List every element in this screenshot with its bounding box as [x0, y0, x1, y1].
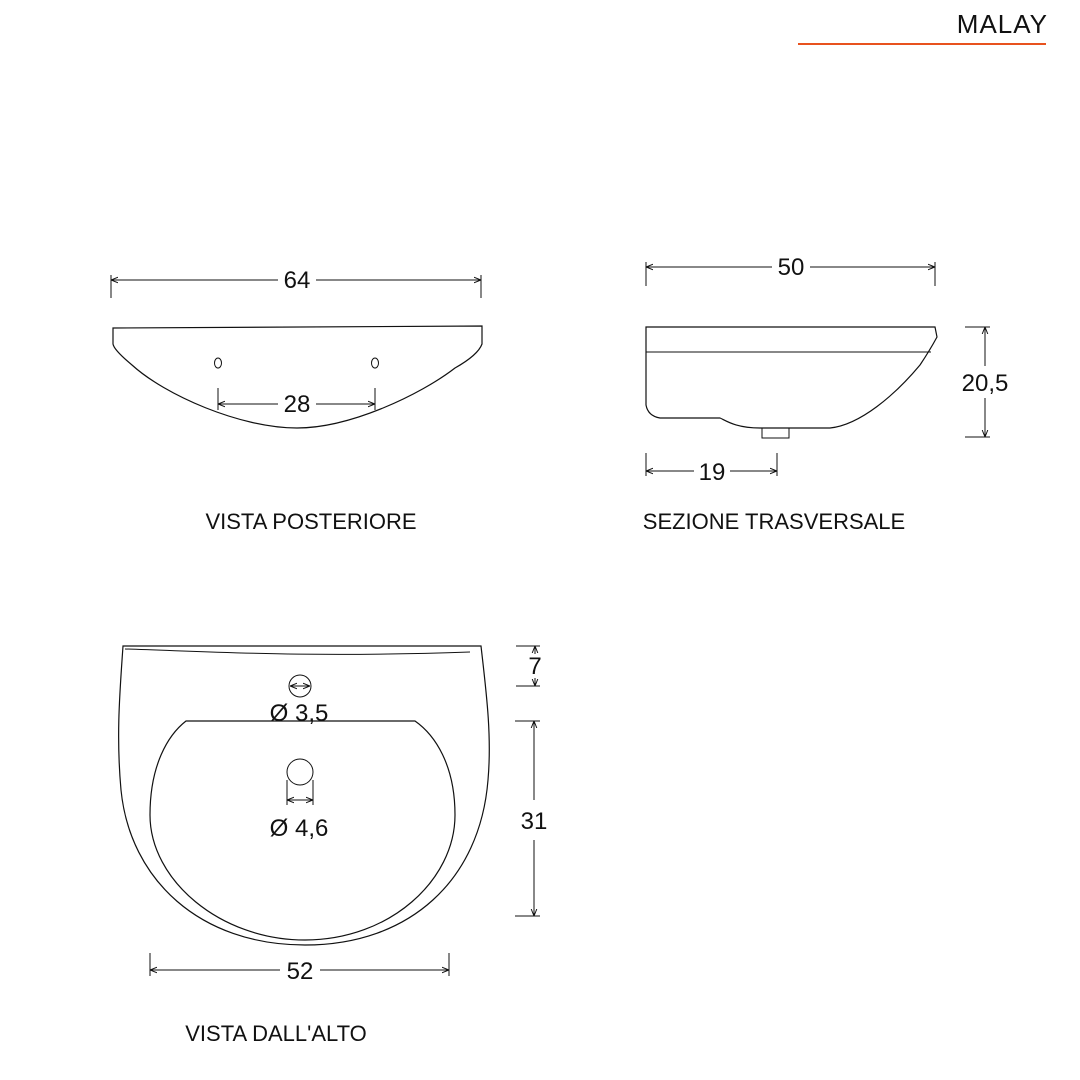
top-width-dimension: [150, 953, 449, 985]
section-outline: [646, 327, 937, 428]
section-depth-label: 50: [777, 254, 805, 281]
mounting-hole-left: [215, 358, 222, 368]
rear-holes-dimension: [218, 388, 375, 418]
top-back-ledge: [125, 649, 470, 654]
rear-width-label: 64: [283, 267, 311, 294]
rear-view-caption: VISTA POSTERIORE: [205, 509, 417, 534]
top-rim-dimension: [516, 646, 542, 686]
section-view-caption: SEZIONE TRASVERSALE: [642, 509, 906, 534]
section-depth-dimension: [646, 254, 935, 286]
brand-name: MALAY: [956, 9, 1048, 39]
section-drain-label: 19: [698, 459, 726, 486]
top-width-label: 52: [286, 958, 314, 985]
section-view: [643, 254, 1009, 534]
top-bowl-depth-label: 31: [520, 808, 548, 835]
rear-width-dimension: [111, 267, 481, 298]
tap-hole-label: Ø 3,5: [269, 700, 329, 727]
section-height-label: 20,5: [961, 370, 1009, 397]
top-view-caption: VISTA DALL'ALTO: [185, 1021, 367, 1046]
section-height-dimension: [962, 327, 1009, 437]
drain-label: Ø 4,6: [269, 815, 329, 842]
section-drain-outlet: [762, 428, 789, 438]
top-view: [119, 646, 548, 1046]
top-outer-outline: [119, 646, 490, 945]
rear-holes-label: 28: [283, 391, 311, 418]
rear-view: [111, 267, 482, 534]
mounting-hole-right: [372, 358, 379, 368]
drain-hole: [287, 759, 313, 785]
section-drain-dimension: [646, 453, 777, 486]
top-bowl-depth-dimension: [515, 721, 547, 916]
brand-header: [798, 9, 1048, 44]
top-rim-label: 7: [528, 653, 542, 680]
